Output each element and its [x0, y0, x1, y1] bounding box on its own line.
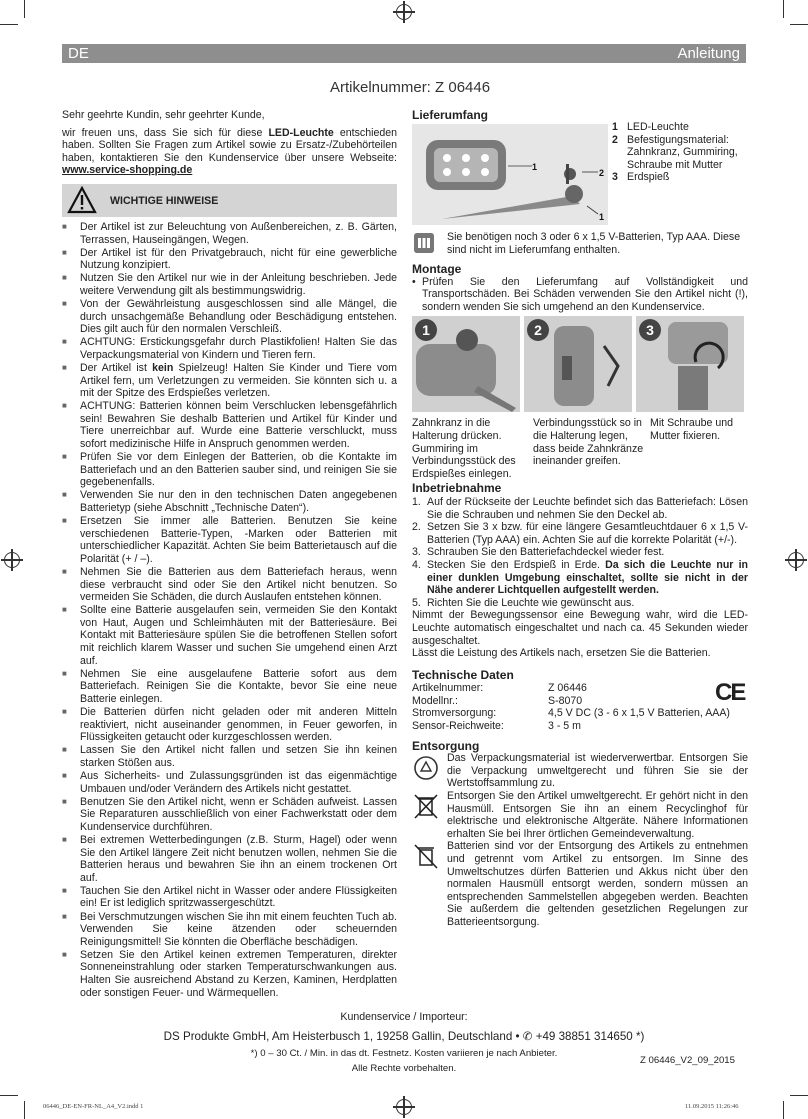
section-title: Lieferumfang	[412, 108, 489, 122]
list-item: 2 Befestigungsmaterial: Zahnkranz, Gummiring, Schraube mit Mutter	[612, 133, 738, 171]
callout-1: 1	[532, 162, 538, 172]
doc-type-label: Anleitung	[677, 45, 740, 62]
product-illustration	[412, 124, 608, 225]
list-item: ■ Der Artikel ist zur Beleuchtung von Außenbereichen, z. B. Gärten, Terrassen, Hauseingängen, Wegen.	[62, 221, 397, 246]
list-item: 5. Richten Sie die Leuchte wie gewünscht aus.	[412, 596, 635, 609]
list-item: ■ Sollte eine Batterie ausgelaufen sein, vermeiden Sie den Kontakt von Haut, Augen und Schleimhäuten mit der Batteriesäure. Bei Kontakt mit Batteriesäure spülen Sie die betroffenen Stellen sofort mit reichlich klarem Wasser und suchen Sie umgehend einen Arzt auf.	[62, 604, 397, 667]
montage-captions	[412, 417, 748, 481]
step-image: 1	[412, 316, 520, 412]
warning-header	[62, 184, 397, 217]
trim-mark	[24, 0, 25, 18]
table-row: Sensor-Reichweite: 3 - 5 m	[412, 720, 581, 733]
trim-mark	[24, 1101, 25, 1119]
warning-list	[62, 221, 397, 999]
montage-steps	[412, 316, 748, 412]
setup-steps	[412, 496, 748, 609]
table-row: Modellnr.: S-8070	[412, 694, 583, 707]
registration-mark-top	[396, 4, 412, 20]
list-item: 3. Schrauben Sie den Batteriefachdeckel wieder fest.	[412, 546, 665, 559]
registration-mark-left	[4, 552, 20, 568]
list-item: ■ Bei extremen Wetterbedingungen (z.B. Sturm, Hagel) oder wenn Sie den Artikel längere Zeit nicht benutzen wollen, nehmen Sie die Batterien heraus und bewahren Sie ihn an einem trockenen Ort auf.	[62, 834, 397, 884]
list-item: ■ Der Artikel ist für den Privatgebrauch, nicht für eine gewerbliche Nutzung konzipiert.	[62, 247, 397, 272]
montage-section	[412, 263, 748, 313]
list-item: ■ Die Batterien dürfen nicht geladen oder mit anderen Mitteln reaktiviert, nicht auseinander genommen, in Feuer geworfen, in Flüssigkeiten getaucht oder kurzgeschlossen werden.	[62, 706, 397, 744]
step-caption: Verbindungsstück so in die Halterung legen, dass beide Zahnkränze ineinander greifen.	[533, 417, 644, 468]
list-item: ■ Prüfen Sie vor dem Einlegen der Batterien, ob die Kontakte im Batteriefach und an den Batterien sauber sind, und reinigen Sie sie gegebenenfalls.	[62, 451, 397, 489]
warning-title: WICHTIGE HINWEISE	[110, 194, 219, 207]
list-item: ■ Der Artikel ist kein Spielzeug! Halten Sie Kinder und Tiere vom Artikel fern, um Verletzungen zu vermeiden. Sie könnten sich u. a mit der Spitze des Erdspießes verletzen.	[62, 362, 397, 400]
registration-mark-right	[788, 552, 804, 568]
footer-address: DS Produkte GmbH, Am Heisterbusch 1, 19258 Gallin, Deutschland • ✆ +49 38851 314650 *)	[163, 1030, 645, 1043]
disposal-packaging: Das Verpackungsmaterial ist wiederverwertbar. Entsorgen Sie die Verpackung umweltgerecht und führen Sie sie der Wertstoffsammlung zu.	[412, 752, 748, 790]
footer-service-label: Kundenservice / Importeur:	[340, 1011, 468, 1023]
list-item: 2. Setzen Sie 3 x bzw. für eine längere Gesamtleuchtdauer 6 x 1,5 V-Batterien (Typ AAA) ein. Achten Sie auf die korrekte Polarität (+/-).	[412, 521, 748, 546]
registration-mark-bottom	[396, 1099, 412, 1115]
crossed-bin-icon	[412, 792, 440, 820]
step-caption: Zahnkranz in die Halterung drücken. Gummiring im Verbindungsstück des Erdspießes einlegen.	[412, 417, 516, 480]
sensor-paragraph: Nimmt der Bewegungssensor eine Bewegung wahr, wird die LED-Leuchte automatisch eingeschaltet und nach ca. 45 Sekunden wieder ausgeschaltet.	[412, 609, 748, 647]
page-title: Artikelnummer: Z 06446	[330, 79, 491, 96]
ce-mark: CE	[715, 678, 745, 706]
trim-mark	[783, 1101, 784, 1119]
list-item: 1 LED-Leuchte	[612, 121, 689, 133]
step-caption: Mit Schraube und Mutter fixieren.	[650, 417, 734, 442]
list-item: ■ Bei Verschmutzungen wischen Sie ihn mit einem feuchten Tuch ab. Verwenden Sie keine ätzenden oder scheuernden Reinigungsmittel! Sie könnten die Oberfläche beschädigen.	[62, 911, 397, 949]
footer-costs-note: *) 0 – 30 Ct. / Min. in das dt. Festnetz. Kosten variieren je nach Anbieter.	[250, 1048, 558, 1059]
inbetriebnahme-section	[412, 482, 748, 659]
right-column	[412, 109, 748, 929]
trim-mark	[0, 1095, 18, 1096]
table-row: Stromversorgung: 4,5 V DC (3 - 6 x 1,5 V Batterien, AAA)	[412, 707, 730, 720]
footer-rights: Alle Rechte vorbehalten.	[351, 1063, 457, 1074]
table-row: Artikelnummer: Z 06446	[412, 682, 587, 695]
document-code: Z 06446_V2_09_2015	[640, 1055, 735, 1066]
section-title: Montage	[412, 262, 462, 276]
list-item: ■ Nehmen Sie die Batterien aus dem Batteriefach heraus, wenn diese verbraucht sind oder Sie den Artikel nicht benutzen. So vermeiden Sie Schäden, die durch Auslaufen entstehen können.	[62, 566, 397, 604]
list-item: 4. Stecken Sie den Erdspieß in Erde. Da sich die Leuchte nur in einer dunklen Umgebung einschaltet, sollte sie nicht in der Nähe anderer Lichtquellen aufgestellt werden.	[412, 558, 748, 597]
warning-icon	[67, 186, 97, 214]
list-item: ■ Von der Gewährleistung ausgeschlossen sind alle Mängel, die durch unsachgemäße Behandlung oder Beschädigung entstehen. Dies gilt auch für den normalen Verschleiß.	[62, 298, 397, 336]
section-title: Inbetriebnahme	[412, 481, 502, 496]
list-item: ■ ACHTUNG: Erstickungsgefahr durch Plastikfolien! Halten Sie das Verpackungsmaterial von Kindern und Tieren fern.	[62, 336, 397, 361]
scope-of-delivery	[412, 109, 748, 229]
list-item: ■ Aus Sicherheits- und Zulassungsgründen ist das eigenmächtige Umbauen und/oder Verändern des Artikels nicht gestattet.	[62, 770, 397, 795]
list-item: ■ Setzen Sie den Artikel keinen extremen Temperaturen, direkter Sonneneinstrahlung oder starken Temperaturschwankungen aus. Halten Sie ausreichend Abstand zu Kerzen, Kaminen, Herdplatten oder sonstigen Feuer- und Wärmequellen.	[62, 949, 397, 999]
list-item: ■ ACHTUNG: Batterien können beim Verschlucken lebensgefährlich sein! Bewahren Sie deshalb Batterien und Artikel für Kinder und Tiere unerreichbar auf. Wurde eine Batterie verschluckt, muss sofort medizinische Hilfe in Anspruch genommen werden.	[62, 400, 397, 450]
list-item: 3 Erdspieß	[612, 171, 670, 184]
section-title: Technische Daten	[412, 667, 514, 682]
list-item: ■ Nutzen Sie den Artikel nur wie in der Anleitung beschrieben. Jede weitere Verwendung gilt als bestimmungswidrig.	[62, 272, 397, 297]
disposal-section	[412, 740, 748, 929]
disposal-device: Entsorgen Sie den Artikel umweltgerecht. Er gehört nicht in den Hausmüll. Entsorgen Sie ihn an einem Recyclinghof für elektrische und elektronische Altgeräte. Nähere Informationen erhalten Sie bei Ihrer örtlichen Gemeindeverwaltung.	[412, 790, 748, 840]
step-image: 3	[636, 316, 744, 412]
tech-data-section	[412, 669, 748, 733]
trim-mark	[790, 1095, 808, 1096]
language-label: DE	[68, 45, 89, 62]
step-image: 2	[524, 316, 632, 412]
list-item: ■ Tauchen Sie den Artikel nicht in Wasser oder andere Flüssigkeiten ein! Er ist lediglich spritzwassergeschützt.	[62, 885, 397, 910]
battery-note: Sie benötigen noch 3 oder 6 x 1,5 V-Batterien, Typ AAA. Diese sind nicht im Lieferumfang enthalten.	[412, 231, 748, 261]
disposal-batteries: Batterien sind vor der Entsorgung des Artikels zu entnehmen und getrennt vom Artikel zu entsorgen. Im Sinne des Umweltschutzes dürfen Batterien und Akkus nicht über den normalen Hausmüll entsorgt werden, sondern müssen an entsprechenden Sammelstellen abgegeben werden. Beachten Sie außerdem die geltenden gesetzlichen Regelungen zur Batterieentsorgung.	[412, 840, 748, 928]
tech-data-table	[412, 682, 730, 732]
montage-bullet: • Prüfen Sie den Lieferumfang auf Vollständigkeit und Transportschäden. Bei Schäden verwenden Sie den Artikel nicht (!), sondern wenden Sie sich umgehend an den Kundenservice.	[412, 276, 748, 314]
list-item: ■ Verwenden Sie nur den in den technischen Daten angegebenen Batterietyp (siehe Abschnitt „Technische Daten“).	[62, 489, 397, 514]
trim-mark	[0, 24, 18, 25]
recycling-icon	[412, 754, 440, 782]
product-image	[412, 124, 608, 225]
greeting: Sehr geehrte Kundin, sehr geehrter Kunde,	[62, 109, 265, 121]
left-column	[62, 109, 397, 1000]
list-item: ■ Lassen Sie den Artikel nicht fallen und setzen Sie ihn keinen starken Stößen aus.	[62, 744, 397, 769]
callout-3: 1	[599, 212, 605, 222]
scope-list	[612, 121, 752, 184]
list-item: ■ Benutzen Sie den Artikel nicht, wenn er Schäden aufweist. Lassen Sie Reparaturen ausschließlich von einer Fachwerkstatt oder dem Kundenservice durchführen.	[62, 796, 397, 834]
battery-bin-icon	[412, 842, 440, 870]
header-banner	[62, 44, 746, 63]
website-link[interactable]: www.service-shopping.de	[62, 164, 193, 177]
section-title: Entsorgung	[412, 738, 480, 753]
print-slug-file: 06446_DE-EN-FR-NL_A4_V2.indd 1	[43, 1103, 144, 1110]
trim-mark	[783, 0, 784, 18]
list-item: ■ Ersetzen Sie immer alle Batterien. Benutzen Sie keine verschiedenen Batterie-Typen, -Marken oder Batterien mit unterschiedlicher Kapazität. Achten Sie beim Batterietausch auf die Polarität (+ / –).	[62, 515, 397, 565]
print-slug-date: 11.09.2015 11:26:46	[685, 1103, 739, 1110]
callout-2: 2	[599, 168, 605, 178]
hand-battery-icon	[414, 233, 434, 253]
battery-paragraph: Lässt die Leistung des Artikels nach, ersetzen Sie die Batterien.	[412, 647, 711, 660]
trim-mark	[790, 24, 808, 25]
list-item: ■ Nehmen Sie eine ausgelaufene Batterie sofort aus dem Batteriefach. Reinigen Sie die Kontakte, bevor Sie eine neue Batterie einlegen.	[62, 668, 397, 706]
list-item: 1. Auf der Rückseite der Leuchte befindet sich das Batteriefach: Lösen Sie die Schrauben und nehmen Sie den Deckel ab.	[412, 495, 748, 521]
intro-paragraph: wir freuen uns, dass Sie sich für diese LED-Leuchte entschieden haben. Sollten Sie Fragen zum Artikel sowie zu Ersatz-/Zubehörteilen haben, kontaktieren Sie den Kundenservice über unsere Webseite: www.service-shopping.de	[62, 126, 398, 177]
intro	[62, 109, 397, 177]
